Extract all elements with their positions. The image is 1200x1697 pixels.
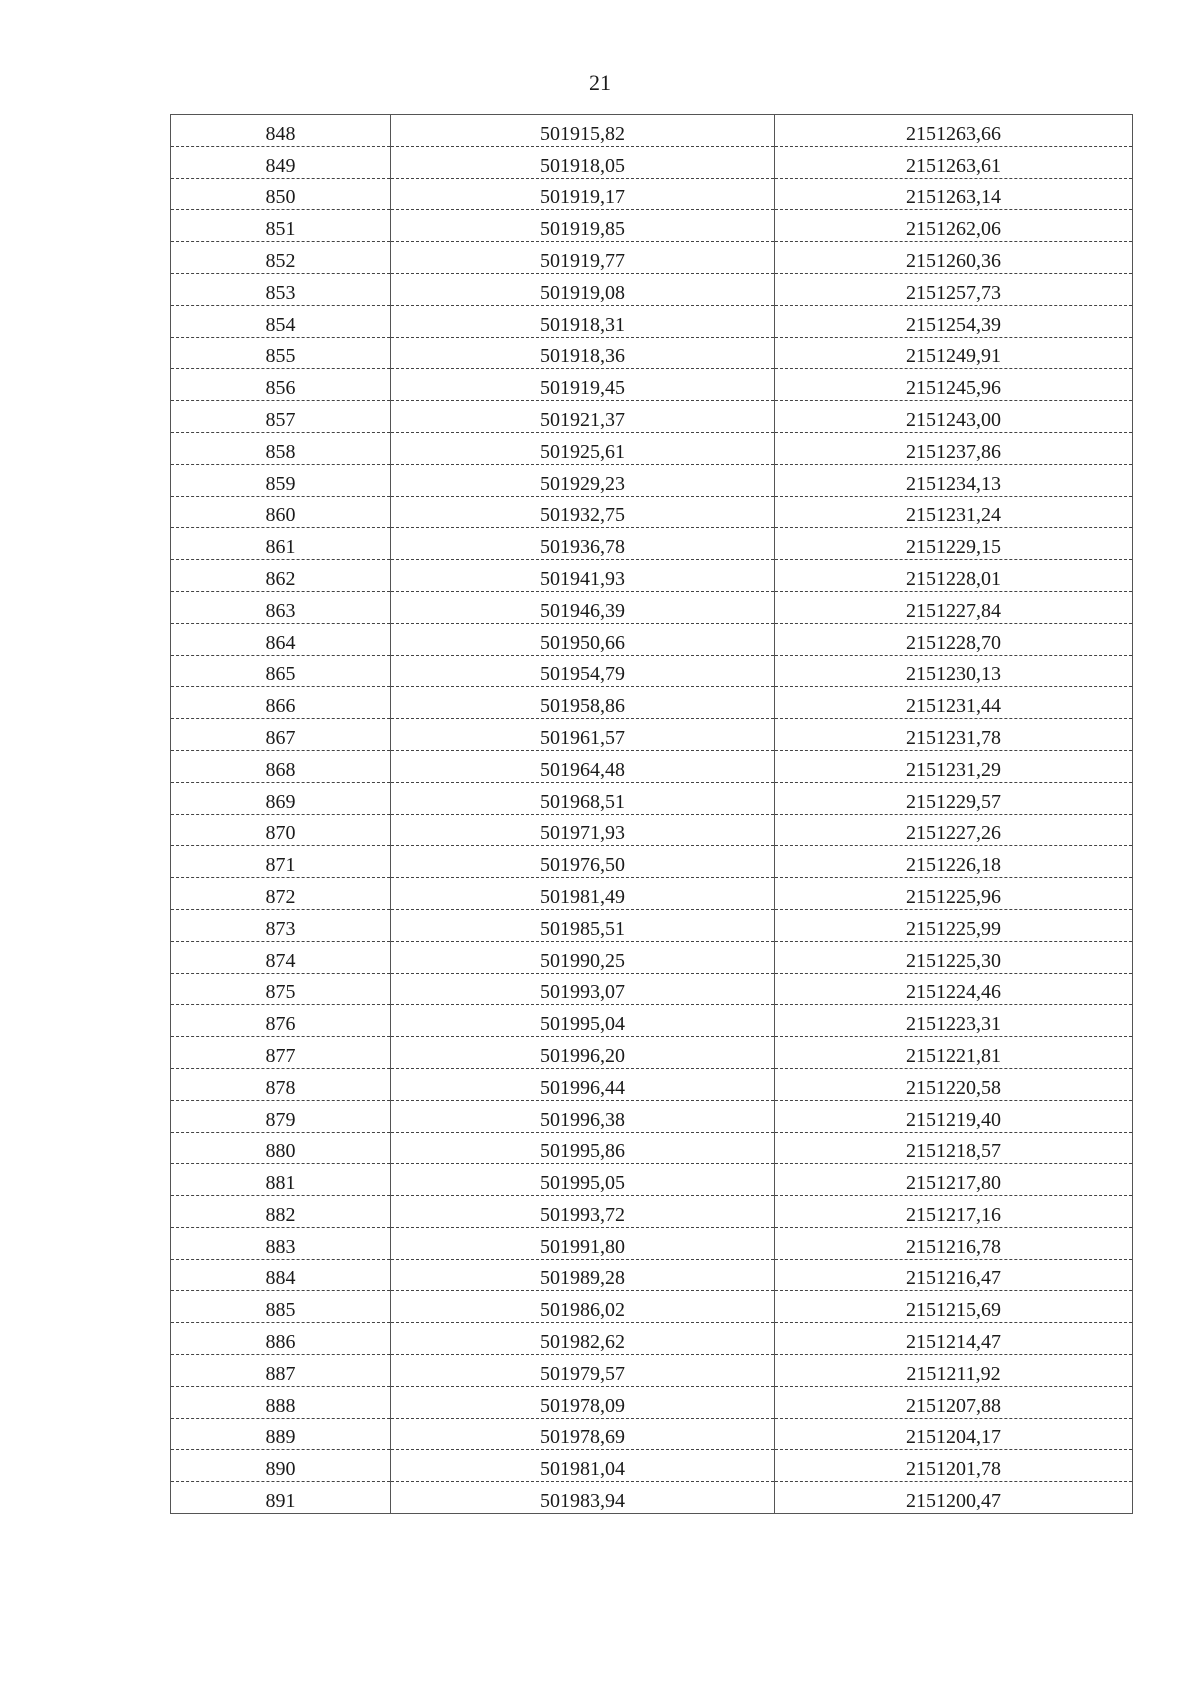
- point-number-cell: 854: [171, 305, 391, 337]
- y-coordinate-cell: 2151262,06: [775, 210, 1133, 242]
- table-row: [171, 1323, 1133, 1355]
- table-row: [171, 305, 1133, 337]
- x-coordinate-cell: 501958,86: [391, 687, 775, 719]
- x-coordinate-cell: 501971,93: [391, 814, 775, 846]
- table-row: [171, 1259, 1133, 1291]
- y-coordinate-cell: 2151249,91: [775, 337, 1133, 369]
- table-row: [171, 1100, 1133, 1132]
- point-number-cell: 884: [171, 1259, 391, 1291]
- point-number-cell: 883: [171, 1227, 391, 1259]
- table-row: [171, 369, 1133, 401]
- x-coordinate-cell: 501925,61: [391, 432, 775, 464]
- point-number-cell: 867: [171, 719, 391, 751]
- x-coordinate-cell: 501996,38: [391, 1100, 775, 1132]
- point-number-cell: 879: [171, 1100, 391, 1132]
- x-coordinate-cell: 501929,23: [391, 464, 775, 496]
- table-row: [171, 750, 1133, 782]
- y-coordinate-cell: 2151216,78: [775, 1227, 1133, 1259]
- x-coordinate-cell: 501995,04: [391, 1005, 775, 1037]
- point-number-cell: 882: [171, 1196, 391, 1228]
- y-coordinate-cell: 2151243,00: [775, 401, 1133, 433]
- x-coordinate-cell: 501979,57: [391, 1355, 775, 1387]
- table-row: [171, 1227, 1133, 1259]
- y-coordinate-cell: 2151207,88: [775, 1386, 1133, 1418]
- x-coordinate-cell: 501919,08: [391, 273, 775, 305]
- point-number-cell: 861: [171, 528, 391, 560]
- table-row: [171, 846, 1133, 878]
- table-row: [171, 814, 1133, 846]
- x-coordinate-cell: 501918,36: [391, 337, 775, 369]
- y-coordinate-cell: 2151219,40: [775, 1100, 1133, 1132]
- point-number-cell: 881: [171, 1164, 391, 1196]
- x-coordinate-cell: 501919,85: [391, 210, 775, 242]
- y-coordinate-cell: 2151217,80: [775, 1164, 1133, 1196]
- point-number-cell: 874: [171, 941, 391, 973]
- table-row: [171, 178, 1133, 210]
- y-coordinate-cell: 2151228,70: [775, 623, 1133, 655]
- x-coordinate-cell: 501993,07: [391, 973, 775, 1005]
- y-coordinate-cell: 2151216,47: [775, 1259, 1133, 1291]
- point-number-cell: 849: [171, 146, 391, 178]
- x-coordinate-cell: 501976,50: [391, 846, 775, 878]
- table-row: [171, 1196, 1133, 1228]
- point-number-cell: 871: [171, 846, 391, 878]
- table-row: [171, 1068, 1133, 1100]
- table-row: [171, 782, 1133, 814]
- y-coordinate-cell: 2151234,13: [775, 464, 1133, 496]
- y-coordinate-cell: 2151231,44: [775, 687, 1133, 719]
- table-row: [171, 210, 1133, 242]
- x-coordinate-cell: 501919,45: [391, 369, 775, 401]
- table-row: [171, 941, 1133, 973]
- x-coordinate-cell: 501919,77: [391, 242, 775, 274]
- table-row: [171, 146, 1133, 178]
- y-coordinate-cell: 2151200,47: [775, 1482, 1133, 1514]
- x-coordinate-cell: 501989,28: [391, 1259, 775, 1291]
- y-coordinate-cell: 2151225,99: [775, 909, 1133, 941]
- y-coordinate-cell: 2151227,26: [775, 814, 1133, 846]
- point-number-cell: 885: [171, 1291, 391, 1323]
- y-coordinate-cell: 2151237,86: [775, 432, 1133, 464]
- x-coordinate-cell: 501918,05: [391, 146, 775, 178]
- x-coordinate-cell: 501961,57: [391, 719, 775, 751]
- table-row: [171, 719, 1133, 751]
- point-number-cell: 857: [171, 401, 391, 433]
- y-coordinate-cell: 2151225,96: [775, 878, 1133, 910]
- x-coordinate-cell: 501941,93: [391, 560, 775, 592]
- x-coordinate-cell: 501946,39: [391, 591, 775, 623]
- y-coordinate-cell: 2151217,16: [775, 1196, 1133, 1228]
- table-row: [171, 401, 1133, 433]
- point-number-cell: 858: [171, 432, 391, 464]
- x-coordinate-cell: 501936,78: [391, 528, 775, 560]
- x-coordinate-cell: 501991,80: [391, 1227, 775, 1259]
- table-row: [171, 337, 1133, 369]
- x-coordinate-cell: 501996,20: [391, 1037, 775, 1069]
- table-row: [171, 687, 1133, 719]
- y-coordinate-cell: 2151260,36: [775, 242, 1133, 274]
- point-number-cell: 880: [171, 1132, 391, 1164]
- point-number-cell: 855: [171, 337, 391, 369]
- y-coordinate-cell: 2151229,57: [775, 782, 1133, 814]
- x-coordinate-cell: 501981,04: [391, 1450, 775, 1482]
- y-coordinate-cell: 2151230,13: [775, 655, 1133, 687]
- table-row: [171, 432, 1133, 464]
- y-coordinate-cell: 2151245,96: [775, 369, 1133, 401]
- x-coordinate-cell: 501995,86: [391, 1132, 775, 1164]
- coordinates-table: [170, 114, 1133, 1514]
- x-coordinate-cell: 501983,94: [391, 1482, 775, 1514]
- coordinates-table-body: [171, 115, 1133, 1514]
- table-row: [171, 115, 1133, 147]
- point-number-cell: 887: [171, 1355, 391, 1387]
- point-number-cell: 886: [171, 1323, 391, 1355]
- table-row: [171, 623, 1133, 655]
- x-coordinate-cell: 501982,62: [391, 1323, 775, 1355]
- table-row: [171, 1291, 1133, 1323]
- table-row: [171, 1418, 1133, 1450]
- table-row: [171, 1037, 1133, 1069]
- table-row: [171, 973, 1133, 1005]
- table-row: [171, 1355, 1133, 1387]
- x-coordinate-cell: 501996,44: [391, 1068, 775, 1100]
- page-number: 21: [589, 70, 611, 95]
- y-coordinate-cell: 2151201,78: [775, 1450, 1133, 1482]
- point-number-cell: 869: [171, 782, 391, 814]
- point-number-cell: 877: [171, 1037, 391, 1069]
- y-coordinate-cell: 2151221,81: [775, 1037, 1133, 1069]
- y-coordinate-cell: 2151204,17: [775, 1418, 1133, 1450]
- y-coordinate-cell: 2151231,78: [775, 719, 1133, 751]
- point-number-cell: 872: [171, 878, 391, 910]
- table-row: [171, 655, 1133, 687]
- y-coordinate-cell: 2151231,29: [775, 750, 1133, 782]
- point-number-cell: 873: [171, 909, 391, 941]
- x-coordinate-cell: 501968,51: [391, 782, 775, 814]
- y-coordinate-cell: 2151227,84: [775, 591, 1133, 623]
- point-number-cell: 862: [171, 560, 391, 592]
- y-coordinate-cell: 2151215,69: [775, 1291, 1133, 1323]
- x-coordinate-cell: 501990,25: [391, 941, 775, 973]
- x-coordinate-cell: 501919,17: [391, 178, 775, 210]
- point-number-cell: 866: [171, 687, 391, 719]
- x-coordinate-cell: 501993,72: [391, 1196, 775, 1228]
- point-number-cell: 853: [171, 273, 391, 305]
- y-coordinate-cell: 2151254,39: [775, 305, 1133, 337]
- x-coordinate-cell: 501986,02: [391, 1291, 775, 1323]
- point-number-cell: 888: [171, 1386, 391, 1418]
- point-number-cell: 852: [171, 242, 391, 274]
- point-number-cell: 890: [171, 1450, 391, 1482]
- point-number-cell: 875: [171, 973, 391, 1005]
- x-coordinate-cell: 501978,69: [391, 1418, 775, 1450]
- x-coordinate-cell: 501921,37: [391, 401, 775, 433]
- point-number-cell: 850: [171, 178, 391, 210]
- point-number-cell: 848: [171, 115, 391, 147]
- x-coordinate-cell: 501981,49: [391, 878, 775, 910]
- x-coordinate-cell: 501964,48: [391, 750, 775, 782]
- y-coordinate-cell: 2151220,58: [775, 1068, 1133, 1100]
- table-row: [171, 591, 1133, 623]
- x-coordinate-cell: 501995,05: [391, 1164, 775, 1196]
- point-number-cell: 868: [171, 750, 391, 782]
- point-number-cell: 851: [171, 210, 391, 242]
- table-row: [171, 878, 1133, 910]
- y-coordinate-cell: 2151229,15: [775, 528, 1133, 560]
- x-coordinate-cell: 501918,31: [391, 305, 775, 337]
- point-number-cell: 891: [171, 1482, 391, 1514]
- table-row: [171, 496, 1133, 528]
- table-row: [171, 464, 1133, 496]
- point-number-cell: 856: [171, 369, 391, 401]
- y-coordinate-cell: 2151226,18: [775, 846, 1133, 878]
- point-number-cell: 863: [171, 591, 391, 623]
- table-row: [171, 1386, 1133, 1418]
- point-number-cell: 878: [171, 1068, 391, 1100]
- y-coordinate-cell: 2151225,30: [775, 941, 1133, 973]
- point-number-cell: 864: [171, 623, 391, 655]
- x-coordinate-cell: 501954,79: [391, 655, 775, 687]
- y-coordinate-cell: 2151257,73: [775, 273, 1133, 305]
- point-number-cell: 860: [171, 496, 391, 528]
- y-coordinate-cell: 2151228,01: [775, 560, 1133, 592]
- y-coordinate-cell: 2151224,46: [775, 973, 1133, 1005]
- table-row: [171, 273, 1133, 305]
- point-number-cell: 859: [171, 464, 391, 496]
- table-row: [171, 1450, 1133, 1482]
- y-coordinate-cell: 2151214,47: [775, 1323, 1133, 1355]
- point-number-cell: 865: [171, 655, 391, 687]
- x-coordinate-cell: 501932,75: [391, 496, 775, 528]
- table-row: [171, 1164, 1133, 1196]
- point-number-cell: 870: [171, 814, 391, 846]
- point-number-cell: 889: [171, 1418, 391, 1450]
- y-coordinate-cell: 2151231,24: [775, 496, 1133, 528]
- y-coordinate-cell: 2151218,57: [775, 1132, 1133, 1164]
- x-coordinate-cell: 501950,66: [391, 623, 775, 655]
- y-coordinate-cell: 2151263,66: [775, 115, 1133, 147]
- point-number-cell: 876: [171, 1005, 391, 1037]
- table-row: [171, 1132, 1133, 1164]
- y-coordinate-cell: 2151263,14: [775, 178, 1133, 210]
- table-row: [171, 909, 1133, 941]
- table-row: [171, 1482, 1133, 1514]
- y-coordinate-cell: 2151223,31: [775, 1005, 1133, 1037]
- x-coordinate-cell: 501915,82: [391, 115, 775, 147]
- table-row: [171, 528, 1133, 560]
- x-coordinate-cell: 501978,09: [391, 1386, 775, 1418]
- table-row: [171, 1005, 1133, 1037]
- x-coordinate-cell: 501985,51: [391, 909, 775, 941]
- y-coordinate-cell: 2151211,92: [775, 1355, 1133, 1387]
- y-coordinate-cell: 2151263,61: [775, 146, 1133, 178]
- table-row: [171, 242, 1133, 274]
- table-row: [171, 560, 1133, 592]
